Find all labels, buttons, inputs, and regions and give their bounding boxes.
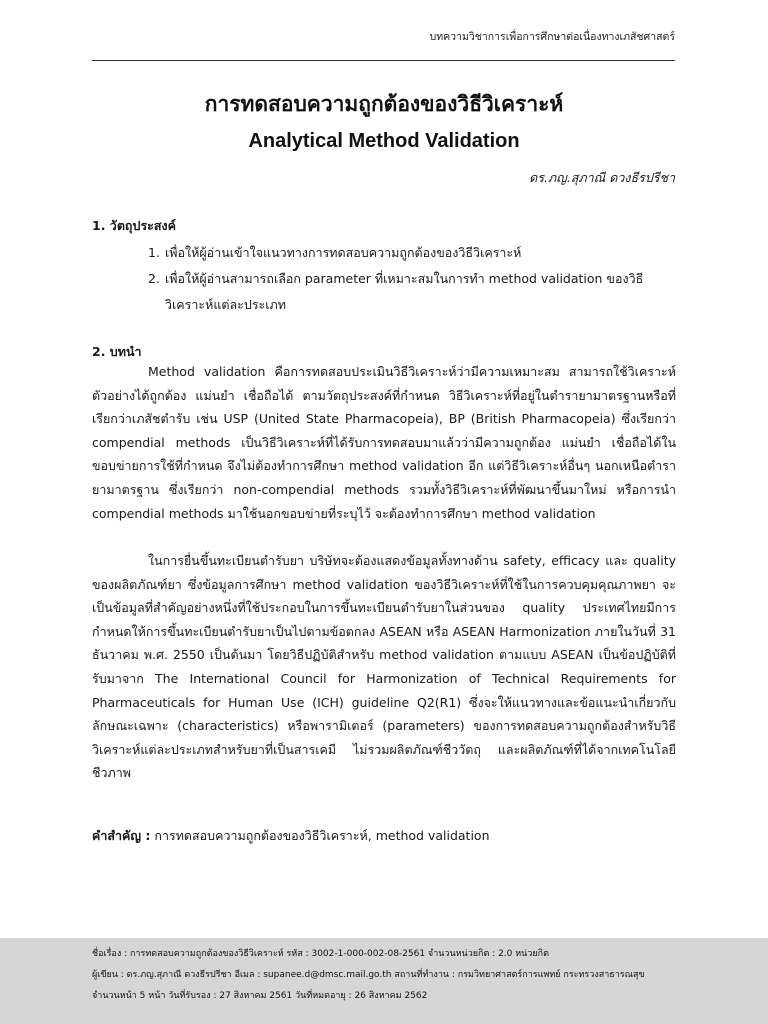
keywords <box>92 826 490 846</box>
section-heading-objectives: 1. วัตถุประสงค์ <box>92 218 176 233</box>
running-header: บทความวิชาการเพื่อการศึกษาต่อเนื่องทางเภสัชศาสตร์ <box>429 31 675 43</box>
objectives-list <box>148 240 676 318</box>
article-title-english: Analytical Method Validation <box>248 130 520 152</box>
list-item-text: เพื่อให้ผู้อ่านสามารถเลือก parameter ที่เหมาะสมในการทำ method validation ของวิธีวิเคราะห์แต่ละประเภท <box>165 271 644 312</box>
section-heading-introduction: 2. บทนำ <box>92 344 142 359</box>
list-item <box>148 266 676 318</box>
intro-paragraph-1: Method validation คือการทดสอบประเมินวิธีวิเคราะห์ว่ามีความเหมาะสม สามารถใช้วิเคราะห์ตัวอย่างได้ถูกต้อง แม่นยำ เชื่อถือได้ ตามวัตถุประสงค์ที่กำหนด วิธีวิเคราะห์ที่อยู่ในตำรายามาตรฐานหรือที่เรียกว่าเภสัชตำรับ เช่น USP (United State Pharmacopeia), BP (British Pharmacopeia) ซึ่งเรียกว่า compendial methods เป็นวิธีวิเคราะห์ที่ได้รับการทดสอบมาแล้วว่ามีความถูกต้อง แม่นยำ เชื่อถือได้ในขอบข่ายการใช้ที่กำหนด จึงไม่ต้องทำการศึกษา method validation อีก แต่วิธีวิเคราะห์อื่นๆ นอกเหนือตำรายามาตรฐาน ซึ่งเรียกว่า non-compendial methods รวมทั้งวิธีวิเคราะห์ที่พัฒนาขึ้นมาใหม่ หรือการนำ compendial methods มาใช้นอกขอบข่ายที่ระบุไว้ จะต้องทำการศึกษา method validation <box>92 364 676 521</box>
footer-title-line: ชื่อเรื่อง : การทดสอบความถูกต้องของวิธีวิเคราะห์ รหัส : 3002-1-000-002-08-2561 จำนวนหน่วยกิต : 2.0 หน่วยกิต <box>92 949 549 959</box>
header-divider <box>92 60 675 61</box>
footer-pages-line: จำนวนหน้า 5 หน้า วันที่รับรอง : 27 สิงหาคม 2561 วันที่หมดอายุ : 26 สิงหาคม 2562 <box>92 991 428 1001</box>
keywords-label: คำสำคัญ : <box>92 828 151 843</box>
footer-author-line: ผู้เขียน : ดร.ภญ.สุภาณี ดวงธีรปรีชา อีเมล : supanee.d@dmsc.mail.go.th สถานที่ทำงาน : กรมวิทยาศาสตร์การแพทย์ กระทรวงสาธารณสุข <box>92 970 645 980</box>
list-number: 1. <box>148 245 160 260</box>
article-title-thai: การทดสอบความถูกต้องของวิธีวิเคราะห์ <box>204 92 564 116</box>
intro-paragraph-2: ในการยื่นขึ้นทะเบียนตำรับยา บริษัทจะต้องแสดงข้อมูลทั้งทางด้าน safety, efficacy และ quality ของผลิตภัณฑ์ยา ซึ่งข้อมูลการศึกษา method validation ของวิธีวิเคราะห์ที่ใช้ในการควบคุมคุณภาพยา จะเป็นข้อมูลที่สำคัญอย่างหนึ่งที่ใช้ประกอบในการขึ้นทะเบียนตำรับยาในส่วนของ quality ประเทศไทยมีการกำหนดให้การขึ้นทะเบียนตำรับยาเป็นไปตามข้อตกลง ASEAN หรือ ASEAN Harmonization ภายในวันที่ 31 ธันวาคม พ.ศ. 2550 เป็นต้นมา โดยวิธีปฏิบัติสำหรับ method validation ตามแบบ ASEAN เป็นข้อปฏิบัติที่รับมาจาก The International Council for Harmonization of Technical Requirements for Pharmaceuticals for Human Use (ICH) guideline Q2(R1) ซึ่งจะให้แนวทางและข้อแนะนำเกี่ยวกับลักษณะเฉพาะ (characteristics) หรือพารามิเตอร์ (parameters) ของการทดสอบความถูกต้องสำหรับวิธีวิเคราะห์แต่ละประเภทสำหรับยาที่เป็นสารเคมี ไม่รวมผลิตภัณฑ์ชีววัตถุ และผลิตภัณฑ์ที่ได้จากเทคโนโลยีชีวภาพ <box>92 553 676 781</box>
author-name: ดร.ภญ.สุภาณี ดวงธีรปรีชา <box>529 170 675 185</box>
list-item-text: เพื่อให้ผู้อ่านเข้าใจแนวทางการทดสอบความถูกต้องของวิธีวิเคราะห์ <box>165 245 522 260</box>
list-number: 2. <box>148 271 160 286</box>
keywords-value: การทดสอบความถูกต้องของวิธีวิเคราะห์, method validation <box>154 828 490 843</box>
list-item <box>148 240 676 266</box>
